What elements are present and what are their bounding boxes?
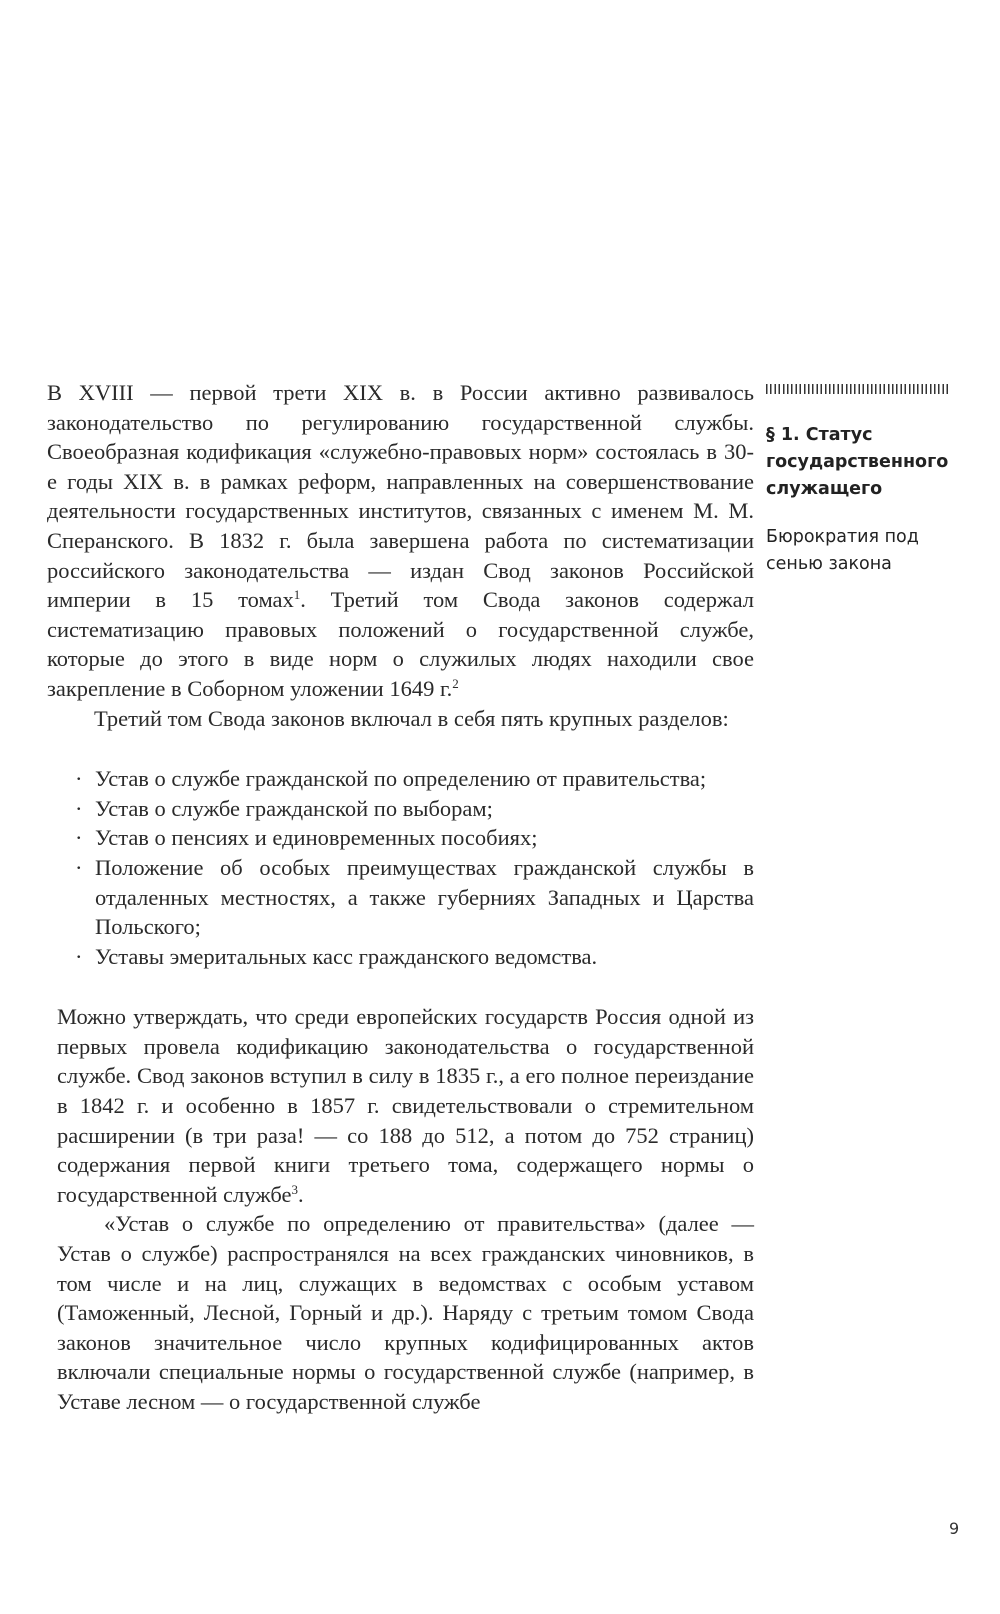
list-item: · Уставы эмеритальных касс гражданского ведомства.	[95, 942, 754, 972]
main-text-column	[47, 378, 754, 1417]
section-heading: § 1. Статус государственного служащего	[766, 425, 949, 499]
paragraph-2: Третий том Свода законов включал в себя пять крупных разделов:	[94, 705, 729, 731]
list-item: · Устав о пенсиях и единовременных пособиях;	[95, 823, 754, 853]
paragraph-3: Можно утверждать, что среди европейских государств Россия одной из первых провела кодификацию законодательства о государственной службе. Свод законов вступил в силу в 1835 г., а его полное переиздание в 1842 г. и особенно в 1857 г. свидетельствовали о стремительном расширении (в три раза! — со 188 до 512, а потом до 752 страниц) содержания первой книги третьего тома, содержащего нормы о государственной службе$^3$.	[57, 1004, 754, 1207]
list-item: · Устав о службе гражданской по выборам;	[95, 794, 754, 824]
list-item: · Устав о службе гражданской по определению от правительства;	[95, 764, 754, 794]
decorative-rule	[766, 384, 948, 394]
list-item: · Положение об особых преимуществах гражданской службы в отдаленных местностях, а также губерниях Западных и Царства Польского;	[95, 853, 754, 942]
page-number: 9	[949, 1519, 960, 1538]
footnote-ref-3[interactable]: 3	[291, 1181, 299, 1197]
footnote-ref-2[interactable]: 2	[452, 675, 459, 691]
margin-sidebar	[766, 378, 966, 578]
footnote-ref-1[interactable]: 1	[293, 587, 301, 603]
paragraph-1: В XVIII — первой трети XIX в. в России активно развивалось законодательство по регулированию государственной службы. Своеобразная кодификация «служебно-правовых норм» состоялась в 30-е годы XIX в. в рамках реформ, направленных на совершенствование деятельности государственных институтов, связанных с именем М. М. Сперанского. В 1832 г. была завершена работа по систематизации российского законодательства — издан Свод законов Российской империи в 15 томах$^1$. Третий том Свода законов содержал систематизацию правовых положений о государственной службе, которые до этого в виде норм о служилых людях находили свое закрепление в Соборном уложении 1649 г.$^2$	[47, 380, 754, 701]
section-subheading: Бюрократия под сенью закона	[766, 527, 919, 574]
bullet-list	[47, 764, 754, 971]
paragraph-4: «Устав о службе по определению от правительства» (далее — Устав о службе) распространялся на всех гражданских чиновников, в том числе и на лиц, служащих в ведомствах с особым уставом (Таможенный, Лесной, Горный и др.). Наряду с третьим томом Свода законов значительное число крупных кодифицированных актов включали специальные нормы о государственной службе (например, в Уставе лесном — о государственной службе	[57, 1211, 754, 1414]
